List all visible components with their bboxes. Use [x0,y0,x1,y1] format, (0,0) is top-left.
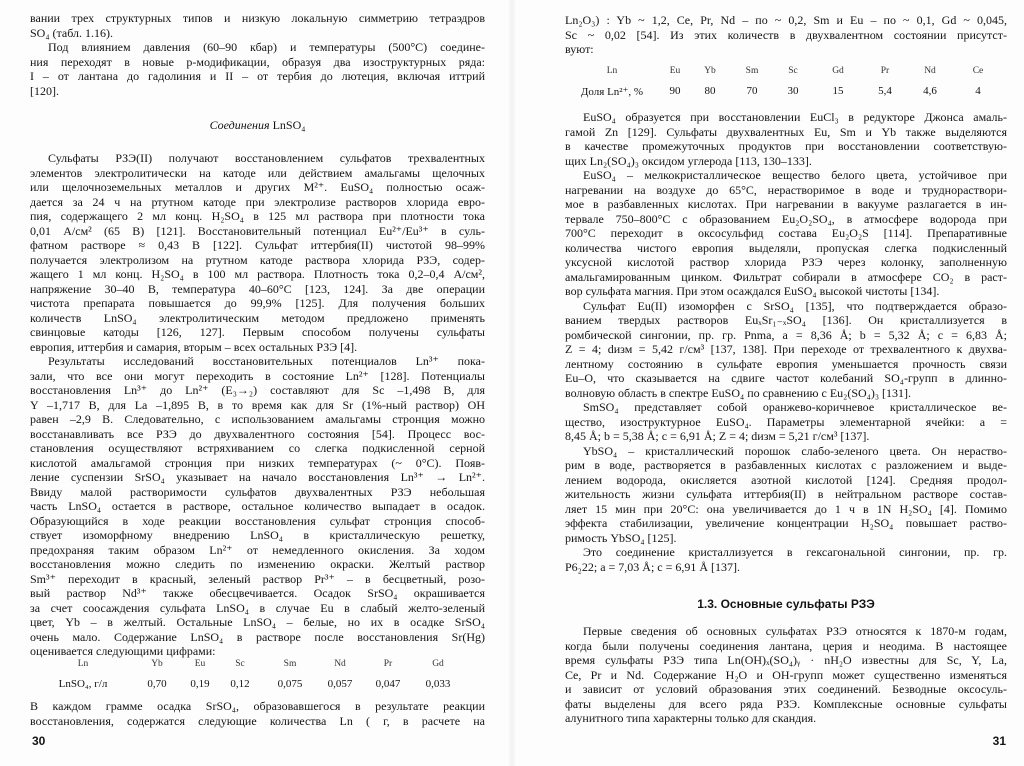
table-cell: Gd [432,659,444,669]
text-line: ствует изоморфному внедрению LnSO₄ в кристаллическую решетку, [30,528,485,542]
right-intro [565,13,1007,57]
text-line: 8,45 Å; b = 5,38 Å; c = 6,91 Å; Z = 4; dизм = 5,21 г/см³ [137]. [565,429,870,443]
table-header-row [0,659,512,675]
text-line: в качестве промежуточных продуктов при восстановлении соответствую- [565,139,1007,153]
text-line: вор сульфата магния. При этом осаждался EuSO₄ высокой чистоты [134]. [565,284,940,298]
paragraph [30,699,485,728]
text-line: Образующийся в ходе реакции восстановления сульфат стронция способ- [30,513,485,528]
text-line: ромбической сингонии, пр. гр. Pnma, a = 8,36 Å; b = 5,32 Å; c = 6,83 Å; [565,327,1007,342]
paragraph [565,545,1007,574]
table-cell: Ln [606,66,618,76]
text-line: SmSO₄ представляет собой оранжево-коричневое кристаллическое ве- [583,400,1007,414]
text-line: Sc ~ 0,02 [54]. Из этих количеств в двухвалентном состоянии присутст- [565,27,1007,42]
table-cell: Доля Ln²⁺, % [580,86,644,98]
table-cell: Gd [832,66,844,76]
text-line: дается за 24 ч на ртутном катоде при электролизе растворов хлорида евро- [30,194,485,209]
table-cell: 0,19 [190,678,210,690]
text-line: лентному состоянию в сульфате европия уменьшается прочность связи [565,356,1007,371]
text-line: [120]. [30,83,59,98]
table-cell: Ce [972,66,984,76]
table-cell: 0,047 [375,678,401,690]
paragraph [30,151,485,354]
text-line: EuSO₄ – мелкокристаллическое вещество белого цвета, устойчивое при [583,168,1007,182]
text-line: гамой Zn [129]. Сульфаты двухвалентных Eu, Sm и Yb также выделяются [565,124,1007,139]
text-line: амальгамированным цинком. Фильтрат собирали в атмосфере CO₂ в раст- [565,269,1007,284]
text-line: Eu–O, что сказывается на сдвиге частот колебаний SO₄-групп в длинно- [565,371,1007,385]
text-line: восстанавливать все РЗЭ до двухвалентного состояния [54]. Процесс вос- [30,426,485,441]
text-line: ляет 15 мин при 20°С: она увеличивается до 1 ч в 1N H₂SO₄ [4]. Помимо [565,501,1007,516]
text-line: мое в разбавленных кислотах. При нагревании в вакууме разлагается в ин- [565,197,1007,211]
text-line: оценивается следующими цифрами: [30,644,216,658]
text-line: Под влиянием давления (60–90 кбар) и температуры (500°С) соедине- [48,40,485,54]
heading-formula: LnSO₄ [272,118,306,132]
text-line: кислотой амальгамой стронция при низких температурах (~ 0°С). Появ- [30,455,485,470]
table-cell: 15 [832,85,844,97]
text-line: тервале 750–800°С с образованием Eu₂O₂SO₄, в атмосфере водорода при [565,211,1007,226]
table-cell: 0,075 [277,678,303,690]
paragraph [565,13,1007,57]
table-cell: Eu [194,659,206,669]
text-line: часть LnSO₄ остается в растворе, остальное количество выпадает в осадок. [30,499,485,513]
paragraph [565,624,1007,726]
text-line: В каждом грамме осадка SrSO₄, образовавшегося в результате реакции [30,699,485,713]
table-cell: Pr [383,659,393,669]
text-line: 0,01 А/см² (65 В) [121]. Восстановительный потенциал Eu²⁺/Eu³⁺ в суль- [30,223,485,238]
paragraph [565,400,1007,444]
table-cell: 5,4 [878,85,892,97]
page-number: 30 [32,734,46,748]
paragraph [565,168,1007,299]
text-line: элементов электролитически на катоде или действием амальгамы щелочных [30,165,485,180]
text-line: алунитного типа характерны только для скандия. [565,711,817,725]
text-line: EuSO₄ образуется при восстановлении EuCl₃ в редукторе Джонса амаль- [583,110,1007,124]
text-line: жащего 1 мл конц. H₂SO₄ в 100 мл раствора. Плотность тока 0,2–0,4 А/см², [30,267,485,281]
table-cell: Eu [669,66,681,76]
paragraph [30,354,485,659]
table-cell: 0,057 [327,678,353,690]
text-line: или щелочноземельных металлов и других M²⁺. EuSO₄ полностью осаж- [30,180,485,194]
text-line: получается электролизом на ртутном катоде раствора хлорида РЗЭ, содер- [30,252,485,267]
text-line: европия, иттербия и самария, вторым – всех остальных РЗЭ [4]. [30,339,358,354]
table-cell: 4,6 [923,85,937,97]
text-line: восстановления можно следить по изменению окраски. Желтый раствор [30,557,485,571]
text-line: рим в воде, растворяется в разбавленных кислотах с разложением и выде- [565,458,1007,472]
text-line: Ввиду малой растворимости сульфатов двухвалентных РЗЭ небольшая [30,484,485,499]
text-line: Это соединение кристаллизуется в гексагональной сингонии, пр. гр. [583,545,1007,559]
text-line: количества чистого европия выделяли, пропуская слегка подкисленный [565,240,1007,255]
text-line: восстановления, содержатся следующие количества Ln ( г, в расчете на [30,713,485,728]
table-cell: Nd [924,66,936,76]
text-line: чистота препарата повышается до 99,9% [125]. Для получения больших [30,296,485,310]
text-line: фатном растворе ≈ 0,43 В [122]. Сульфат иттербия(II) чистотой 98–99% [30,238,485,252]
text-line: лением водорода, окисляется азотной кислотой [124]. Средняя продол- [565,472,1007,487]
text-line: вании трех структурных типов и низкую локальную симметрию тетраэдров [30,11,485,25]
text-line: эффекта стабилизации, увеличение концентрации H₂SO₄ повышает раство- [565,516,1007,530]
text-line: зали, что все они могут переходить в состояние Ln²⁺ [128]. Потенциалы [30,368,485,383]
text-line: восстановления Ln³⁺ до Ln²⁺ (E₃→₂) составляют для Sc –1,498 В, для [30,383,485,397]
table-cell: Sc [788,66,798,76]
text-line: YbSO₄ – кристаллический порошок слабо-зеленого цвета. Он нераство- [583,443,1007,458]
table-cell: 30 [787,85,799,97]
text-line: уксусной кислотой раствор хлорида РЗЭ через колонку, заполненную [565,255,1007,269]
table-cell: 4 [975,85,981,97]
paragraph [30,40,485,98]
right-body [565,110,1007,574]
text-line: Первые сведения об основных сульфатах РЗЭ относятся к 1870-м годам, [583,624,1007,638]
ln2-fraction-table [512,66,1024,106]
left-intro [30,11,485,98]
text-line: количеств LnSO₄ электролитическим методом предложено применять [30,310,485,325]
table-cell: Nd [334,659,346,669]
text-line: щих Ln₂(SO₄)₃ оксидом углерода [113, 130–133]. [565,153,812,168]
table-cell: Sc [235,659,245,669]
table-cell: Yb [704,66,716,76]
text-line: предохраняя таким образом Ln²⁺ от немедленного окисления. За ходом [30,542,485,557]
table-cell: 90 [669,85,681,97]
text-line: нагревании на воздухе до 65°С, нерастворимое в воде и труднораствори- [565,182,1007,197]
text-line: и зависит от условий образования этих соединений. Безводные оксосуль- [565,682,1007,696]
text-line: ление суспензии SrSO₄ указывает на начало восстановления Ln³⁺ → Ln²⁺. [30,470,485,484]
text-line: пия, содержащего 2 мл конц. H₂SO₄ в 125 мл раствора при плотности тока [30,209,485,223]
lnso4-solubility-table [0,659,512,699]
text-line: очень мало. Содержание LnSO₄ в растворе после восстановления Sr(Hg) [30,629,485,644]
text-line: за счет соосаждения сульфата LnSO₄ в случае Eu в слабый желто-зеленый [30,600,485,615]
table-cell: 0,12 [230,678,250,690]
text-line: римость YbSO₄ [125]. [565,530,677,545]
text-line: становления осуществляют встряхиванием со слегка подкисленной серной [30,441,485,455]
right-page [512,0,1024,766]
text-line: I – от лантана до гадолиния и II – от тербия до лютеция, включая иттрий [30,69,485,83]
table-cell: 0,033 [425,678,451,690]
text-line: Z = 4; dизм = 5,42 г/см³ [137, 138]. При переходе от трехвалентного к двухва- [565,342,1007,356]
section-heading-lnso4 [30,117,485,133]
table-cell: 80 [704,85,716,97]
text-line: когда были получены соединения лантана, церия и неодима. В настоящее [565,638,1007,653]
text-line: равен –2,9 В. Следовательно, с использованием амальгамы стронция можно [30,412,485,426]
text-line: Sm³⁺ переходит в красный, зеленый раствор Pr³⁺ – в бесцветный, розо- [30,571,485,586]
table-row [512,85,1024,101]
text-line: P6₂22; a = 7,03 Å; c = 6,91 Å [137]. [565,559,741,574]
text-line: Сульфат Eu(II) изоморфен с SrSO₄ [135], что подтверждается образо- [583,298,1007,313]
text-line: Ln₂O₃) : Yb ~ 1,2, Ce, Pr, Nd – по ~ 0,2, Sm и Eu – по ~ 0,1, Gd ~ 0,045, [565,13,1007,27]
right-body-2 [565,624,1007,726]
table-header-row [512,66,1024,82]
table-cell: Yb [151,659,163,669]
text-line: напряжение 30–40 В, температура 40–60°С [123, 124]. За две операции [30,281,485,296]
paragraph [565,444,1007,546]
table-cell: Sm [283,659,297,669]
text-line: свинцовые катоды [126, 127]. Первым способом получены сульфаты [30,325,485,339]
text-line: вый раствор Nd³⁺ также обесцвечивается. Осадок SrSO₄ окрашивается [30,586,485,600]
text-line: жительность жизни сульфата иттербия(II) в нейтральном растворе состав- [565,487,1007,501]
left-tail [30,699,485,728]
paragraph [565,110,1007,168]
heading-italic: Соединения [209,118,270,132]
table-row [0,678,512,694]
table-cell: 0,70 [147,678,167,690]
text-line: волновую область в спектре EuSO₄ по сравнению с Eu₂(SO₄)₃ [131]. [565,385,912,400]
text-line: Результаты исследований восстановительных потенциалов Ln³⁺ пока- [48,354,485,368]
page-number: 31 [992,734,1006,748]
text-line: Y –1,717 В, для La –1,895 В, в то время как для Sr (1%-ный раствор) ОН [30,397,485,412]
table-cell: Pr [880,66,890,76]
text-line: цвет, Yb – в желтый. Остальные LnSO₄ – белые, но их в осадке SrSO₄ [30,615,485,629]
text-line: время сульфаты РЗЭ типа Ln(OH)ₓ(SO₄)ᵧ · nH₂O известны для Sc, Y, La, [565,653,1007,667]
text-line: SO₄ (табл. 1.16). [30,25,114,40]
table-cell: 70 [746,85,758,97]
text-line: ванием твердых растворов EuₓSr₁₋ₓSO₄ [136]. Он кристаллизуется в [565,313,1007,327]
left-body [30,151,485,659]
table-cell: Ln [77,659,89,669]
text-line: 700°С переходит в оксосульфид состава Eu₂O₂S [114]. Препаративные [565,226,1007,240]
text-line: фаты выделены для всего ряда РЗЭ. Комплексные основные сульфаты [565,696,1007,711]
text-line: вуют: [565,42,594,56]
text-line: Сульфаты РЗЭ(II) получают восстановлением сульфатов трехвалентных [48,151,485,165]
table-cell: LnSO₄, г/л [58,678,108,690]
text-line: щество, изоструктурное EuSO₄. Параметры элементарной ячейки: a = [565,414,1007,429]
text-line: ния переходят в новые p-модификации, образуя два изоструктурных ряда: [30,54,485,69]
paragraph [565,299,1007,401]
paragraph [30,11,485,40]
section-heading-basic-sulfates: 1.3. Основные сульфаты РЗЭ [697,597,875,611]
text-line: Ce, Pr и Nd. Содержание H₂O и OH-групп может существенно изменяться [565,667,1007,682]
table-cell: Sm [745,66,759,76]
